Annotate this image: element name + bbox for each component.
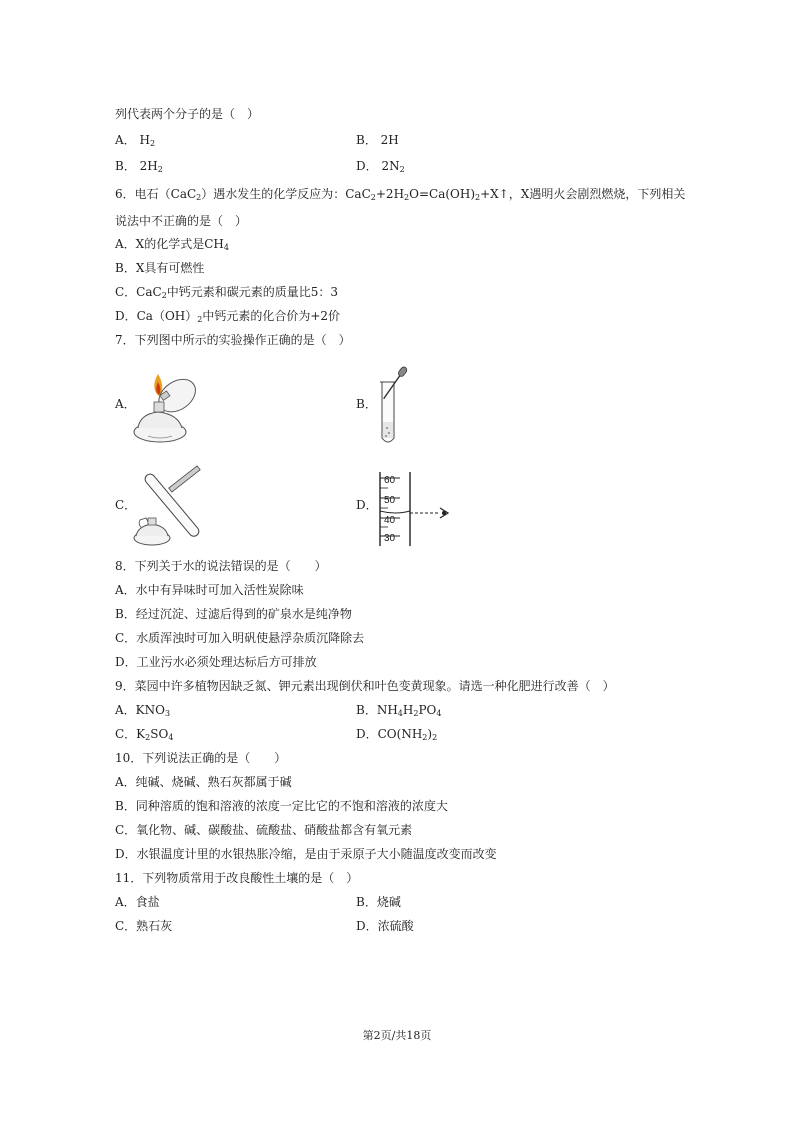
q6-stem: 6．电石（CaC$_2$）遇水发生的化学反应为：$CaC_2+2H_2O=Ca(OH)_2+X↑$，X遇明火会剧烈燃烧，下列相关 (115, 187, 686, 202)
q11-stem: 11．下列物质常用于改良酸性土壤的是（ ） (115, 871, 359, 885)
q11-option-b: B．烧碱 (356, 895, 401, 909)
q6-option-d: D．$Ca(OH)_2$中钙元素的化合价为+2价 (115, 309, 341, 324)
q5-option-a: A． $H_2$ (115, 133, 156, 148)
q9-stem: 9．菜园中许多植物因缺乏氮、钾元素出现倒伏和叶色变黄现象。请选一种化肥进行改善（ ） (115, 679, 615, 693)
cylinder-tick-60: 60 (384, 475, 396, 486)
q9-option-b: B．$NH_4H_2PO_4$ (356, 703, 442, 718)
cylinder-tick-50: 50 (384, 495, 396, 506)
alcohol-lamp-lighting-figure (128, 366, 204, 446)
q10-option-a: A．纯碱、烧碱、熟石灰都属于碱 (115, 775, 292, 789)
q7-stem: 7．下列图中所示的实验操作正确的是（ ） (115, 333, 351, 347)
q6-option-c: C．CaC$_2$中钙元素和碳元素的质量比5：3 (115, 285, 339, 300)
q7-option-b-label: B． (356, 397, 377, 411)
dropper-test-tube-figure (374, 362, 418, 448)
q9-option-c: C．$K_2SO_4$ (115, 727, 174, 742)
q10-option-b: B．同种溶质的饱和溶液的浓度一定比它的不饱和溶液的浓度大 (115, 799, 448, 813)
cylinder-tick-30: 30 (384, 533, 396, 544)
q6-option-a: A．X的化学式是$CH_4$ (115, 237, 229, 252)
q10-option-d: D．水银温度计里的水银热胀冷缩，是由于汞原子大小随温度改变而改变 (115, 847, 497, 861)
q5-option-b: B． 2H (356, 133, 399, 147)
q9-option-a: A．$KNO_3$ (115, 703, 171, 718)
q10-stem: 10．下列说法正确的是（ ） (115, 751, 287, 765)
q8-option-b: B．经过沉淀、过滤后得到的矿泉水是纯净物 (115, 607, 352, 621)
graduated-cylinder-reading-figure (374, 470, 458, 548)
q8-option-a: A．水中有异味时可加入活性炭除味 (115, 583, 304, 597)
q10-option-c: C．氧化物、碱、碳酸盐、硫酸盐、硝酸盐都含有氧元素 (115, 823, 413, 837)
heating-test-tube-figure (128, 462, 224, 548)
q11-option-c: C．熟石灰 (115, 919, 173, 933)
q6-option-b: B．X具有可燃性 (115, 261, 205, 275)
q7-option-d-label: D． (356, 498, 378, 512)
q7-option-a-label: A． (115, 397, 136, 411)
q9-option-d: D．$CO(NH_2)_2$ (356, 727, 438, 742)
page-number: 第2页/共18页 (362, 1029, 432, 1042)
q5-option-d: D． $2N_2$ (356, 159, 405, 174)
q8-option-d: D．工业污水必须处理达标后方可排放 (115, 655, 317, 669)
q5-option-c: B． $2H_2$ (115, 159, 163, 174)
q8-stem: 8．下列关于水的说法错误的是（ ） (115, 559, 327, 573)
q8-option-c: C．水质浑浊时可加入明矾使悬浮杂质沉降除去 (115, 631, 365, 645)
q11-option-a: A．食盐 (115, 895, 160, 909)
q6-stem-line2: 说法中不正确的是（ ） (115, 214, 248, 228)
cylinder-tick-40: 40 (384, 515, 396, 526)
q11-option-d: D．浓硫酸 (356, 919, 414, 933)
q5-stem-tail: 列代表两个分子的是（ ） (115, 107, 260, 121)
q7-option-c-label: C． (115, 498, 137, 512)
